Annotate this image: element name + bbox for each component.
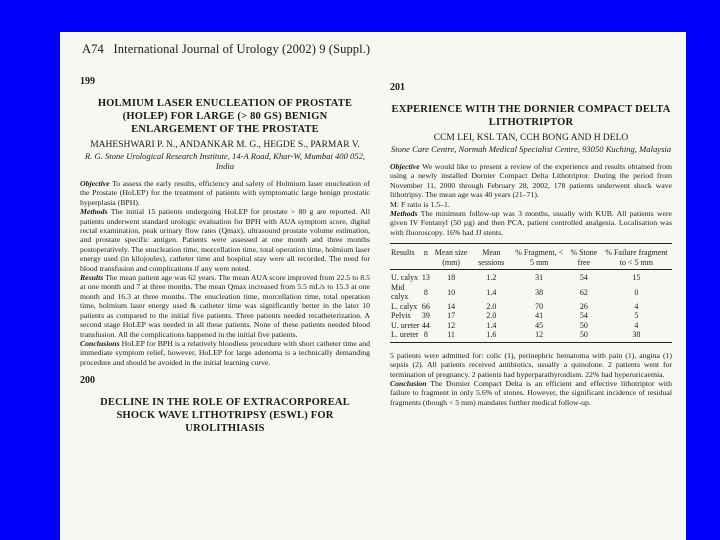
table-cell: 14 xyxy=(447,301,456,311)
abstract-199-authors: MAHESHWARI P. N., ANDANKAR M. G., HEGDE S., PARMAR V. xyxy=(90,140,360,150)
abstract-number-199: 199 xyxy=(80,76,95,87)
table-cell: 10 xyxy=(447,287,456,297)
abstract-number-201: 201 xyxy=(390,82,405,93)
abstract-201-conclusion: Conclusion The Dornier Compact Delta is an efficient and effective lithotriptor with failure to fragment in only 5.6% of stones. However, the significant incidence of residual fragments (though < 5 mm) mandates further medical follow-up. xyxy=(390,378,672,407)
right-column xyxy=(390,82,672,407)
abstract-201-methods: Methods The minimum follow-up was 3 months, usually with KUB. All patients were given IV Fentanyl (50 µg) and then PCA, patient controlled analgesia. Localisation was with fluoroscopy. 16% had JJ stents. xyxy=(390,209,672,237)
col-header: n xyxy=(423,248,428,258)
table-cell: 38 xyxy=(632,330,641,340)
abstract-199-affiliation: R. G. Stone Urological Research Institute, 14-A Road, Khar-W, Mumbai 400 052, India xyxy=(84,151,366,171)
table-cell: 17 xyxy=(447,311,456,321)
table-row xyxy=(390,302,672,312)
col-header: Mean size (mm) xyxy=(434,248,468,267)
left-column xyxy=(80,76,370,435)
table-cell: 4 xyxy=(634,301,639,311)
abstract-199-body xyxy=(80,179,370,367)
table-header-row xyxy=(390,246,672,270)
table-cell: L. ureter xyxy=(391,330,419,340)
abstract-199-conclusions: Conclusions HoLEP for BPH is a relatively bloodless procedure with short catheter time and immediate symptom relief, however, HoLEP for large adenoma is a technically demanding procedure and should be avoided in the initial learning curve. xyxy=(80,338,370,367)
table-row xyxy=(390,283,672,302)
table-cell: 1.2 xyxy=(486,273,497,283)
abstract-199-results: Results The mean patient age was 62 years. The mean AUA score improved from 22.5 to 8.5 at one month and 7 at three months. The mean Qmax increased from 5.5 mL/s to 15.3 at one month and 16.3 at three months. The enucleation time, morcellation time, total operation time, holmium laser energy used & catheter time was significantly better in the later 10 patients as compared to the initial five patients. Three patients needed recatheterization. A second stage HoLEP was needed in all these patients. None of these patients needed blood transfusion. All the complications happened in the initial five patients. xyxy=(80,273,370,339)
table-cell: 2.0 xyxy=(486,311,497,321)
table-row xyxy=(390,330,672,342)
table-cell: 62 xyxy=(579,287,588,297)
table-cell: 70 xyxy=(535,301,544,311)
table-cell: 39 xyxy=(421,311,430,321)
table-cell: 38 xyxy=(535,287,544,297)
journal-page xyxy=(60,32,686,540)
abstract-200-title: DECLINE IN THE ROLE OF EXTRACORPOREAL SHOCK WAVE LITHOTRIPSY (ESWL) FOR UROLITHIASIS xyxy=(100,397,350,435)
table-cell: 1.4 xyxy=(486,320,497,330)
table-cell: 18 xyxy=(447,273,456,283)
table-cell: 50 xyxy=(579,330,588,340)
abstract-201-affiliation: Stone Care Centre, Normah Medical Specialist Centre, 93050 Kuching, Malaysia xyxy=(390,144,672,154)
journal-header xyxy=(82,42,370,57)
page-code: A74 xyxy=(82,42,104,56)
abstract-199-objective: Objective To assess the early results, efficiency and safety of Holmium laser enucleation of the Prostate (HoLEP) for the treatment of patients with symptomatic large benign prostatic hyperplasia (BPH). xyxy=(80,179,370,207)
table-cell: 54 xyxy=(579,311,588,321)
table-cell: 2.0 xyxy=(486,301,497,311)
abstract-201-followup xyxy=(390,351,672,407)
table-cell: 11 xyxy=(447,330,455,340)
col-header: % Failure fragment to < 5 mm xyxy=(605,248,668,267)
table-cell: 15 xyxy=(632,273,641,283)
table-cell: L. calyx xyxy=(391,301,418,311)
col-header: Mean sessions xyxy=(478,248,505,267)
table-cell: 66 xyxy=(421,301,430,311)
abstract-201-after-table: 5 patients were admitted for: colic (1), perinephric hematoma with pain (1), angina (1) sepsis (2). All patients received antibiotics, usually a quinolone. 2 patients went for termination of pregnancy. 2 patients had hyperparathyroidism. 22% had hyperuricaemia. xyxy=(390,350,672,379)
abstract-199-title: HOLMIUM LASER ENUCLEATION OF PROSTATE (HOLEP) FOR LARGE (> 80 GS) BENIGN ENLARGEMENT OF THE PROSTATE xyxy=(97,98,353,135)
col-header: % Fragment, < 5 mm xyxy=(515,248,564,267)
abstract-number-200: 200 xyxy=(80,375,95,387)
table-cell: 45 xyxy=(535,320,544,330)
table-cell: 0 xyxy=(634,287,639,297)
abstract-201-ratio: M: F ratio is 1.5–1. xyxy=(390,199,450,209)
table-cell: Mid calyx xyxy=(391,282,409,302)
table-cell: 12 xyxy=(535,330,544,340)
results-table xyxy=(390,246,672,343)
table-cell: Pelvis xyxy=(391,311,411,321)
abstract-201-authors: CCM LEI, KSL TAN, CCH BONG AND H DELO xyxy=(433,133,629,143)
table-cell: 54 xyxy=(579,273,588,283)
table-cell: 41 xyxy=(535,311,544,321)
table-cell: 44 xyxy=(421,320,430,330)
table-row xyxy=(390,321,672,331)
table-cell: 50 xyxy=(579,320,588,330)
table-cell: 8 xyxy=(423,330,428,340)
table-row xyxy=(390,311,672,321)
col-header: % Stone free xyxy=(570,248,598,267)
table-cell: 13 xyxy=(421,273,430,283)
table-cell: U. ureter xyxy=(391,320,420,330)
table-cell: 26 xyxy=(579,301,588,311)
table-cell: 1.6 xyxy=(486,330,497,340)
abstract-201-objective: Objective We would like to present a review of the experience and results obtained from using a newly installed Dornier Compact Delta Lithotriptor. During the period from November 11, 2000 through February 28, 2002, 178 patients underwent shock wave lithotripsy. The mean age was 40 years (21–71). xyxy=(390,162,672,200)
table-cell: 4 xyxy=(634,320,639,330)
table-row xyxy=(390,270,672,283)
abstract-199-methods: Methods The initial 15 patients undergoing HoLEP for prostate > 80 g are reported. All patients underwent standard urologic evaluation for BPH with AUA symptom score, digital rectal examination, peak urinary flow rates (Qmax), ultrasound prostate volume estimation, and prostate specific antigen. Patients were assessed at one month and three months postoperatively. The enucleation time, morcellation time, total operation time, holmium laser energy used (in kilojoules), catheter time and hospital stay were all recorded. The need for blood transfusion and complications if any were noted. xyxy=(80,207,370,273)
table-cell: 12 xyxy=(447,320,456,330)
table-cell: 5 xyxy=(634,311,639,321)
table-cell: 31 xyxy=(535,273,544,283)
abstract-201-title: EXPERIENCE WITH THE DORNIER COMPACT DELTA LITHOTRIPTOR xyxy=(391,104,671,128)
table-cell: 8 xyxy=(423,287,428,297)
abstract-201-body xyxy=(390,162,672,237)
journal-title: International Journal of Urology (2002) 9 (Suppl.) xyxy=(113,42,371,56)
table-top-rule xyxy=(390,243,672,244)
col-header: Results xyxy=(391,248,415,258)
table-cell: U. calyx xyxy=(391,273,419,283)
table-cell: 1.4 xyxy=(486,287,497,297)
